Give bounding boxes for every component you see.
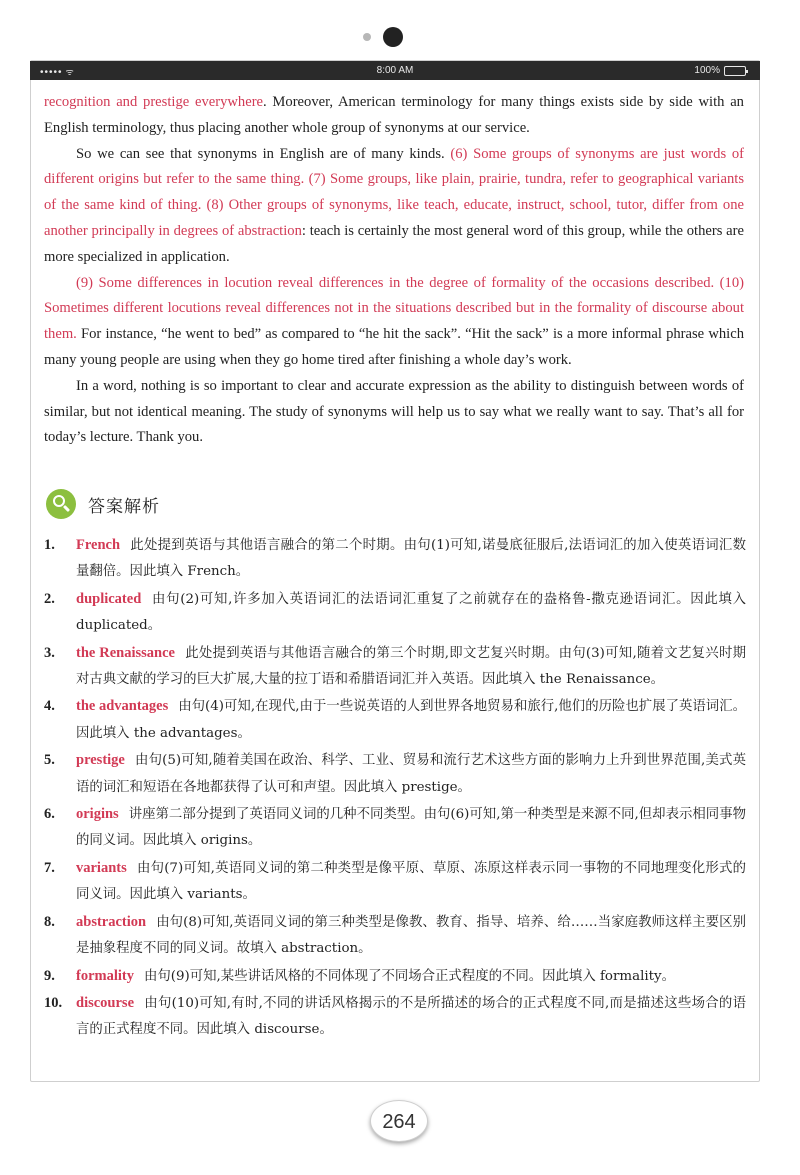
- answer-item: [44, 693, 746, 747]
- answer-section-header: [46, 489, 160, 519]
- answer-explanation: 讲座第二部分提到了英语同义词的几种不同类型。由句(6)可知,第一种类型是来源不同,但却表示相同事物的同义词。因此填入 origins。: [76, 807, 746, 849]
- paragraph-text: . Moreover, American terminology for many things exists side by side with an English terminology, thus placing another whole group of synonyms at our service.: [44, 94, 744, 136]
- answer-key: variants: [76, 859, 127, 876]
- answer-explanation: 由句(4)可知,在现代,由于一些说英语的人到世界各地贸易和旅行,他们的历险也扩展了英语词汇。因此填入 the advantages。: [76, 699, 746, 741]
- answer-number: 10.: [44, 994, 63, 1011]
- answer-key: formality: [76, 967, 134, 984]
- answer-item: [44, 909, 746, 963]
- battery-indicator: [694, 65, 746, 76]
- answer-key: French: [76, 537, 121, 553]
- answer-explanation: 此处提到英语与其他语言融合的第二个时期。由句(1)可知,诺曼底征服后,法语词汇的加入使英语词汇数量翻倍。因此填入 French。: [76, 538, 746, 580]
- answer-explanation: 此处提到英语与其他语言融合的第三个时期,即文艺复兴时期。由句(3)可知,随着文艺复兴时期对古典文献的学习的巨大扩展,大量的拉丁语和希腊语词汇并入英语。因此填入 the Renaissance。: [76, 645, 746, 688]
- signal-dots: •••••: [40, 67, 63, 78]
- answer-explanation: 由句(9)可知,某些讲话风格的不同体现了不同场合正式程度的不同。因此填入 formality。: [143, 968, 675, 984]
- magnifier-icon: [46, 489, 76, 519]
- wifi-icon: ᯤ: [65, 67, 75, 77]
- answer-item: [44, 855, 746, 909]
- answer-explanation: 由句(2)可知,许多加入英语词汇的法语词汇重复了之前就存在的盎格鲁-撒克逊语词汇。因此填入 duplicated。: [76, 591, 746, 634]
- highlighted-sentence: (9) Some differences in locution reveal differences in the degree of formality of the occasions described. (10) Sometimes different locutions reveal differences not in the situations described but in the formality of discourse about them.: [44, 274, 744, 343]
- lecture-paragraph-1: [44, 90, 744, 142]
- paragraph-text: So we can see that synonyms in English are of many kinds.: [76, 145, 451, 162]
- answer-explanation: 由句(7)可知,英语同义词的第二种类型是像平原、草原、冻原这样表示同一事物的不同地理变化形式的同义词。因此填入 variants。: [76, 860, 746, 903]
- answer-item: [44, 801, 746, 855]
- answer-item: [44, 990, 746, 1044]
- answer-number: 3.: [44, 644, 55, 661]
- answer-number: 6.: [44, 806, 55, 823]
- lecture-paragraph-3: [44, 271, 744, 374]
- section-title: 答案解析: [88, 496, 160, 517]
- answer-key: the Renaissance: [76, 644, 175, 661]
- battery-icon: [724, 66, 746, 76]
- page-number-badge: [370, 1100, 428, 1142]
- paragraph-text: : teach is certainly the most general word of this group, while the others are more specialized in application.: [44, 222, 744, 265]
- lecture-paragraph-4: [44, 374, 744, 451]
- paragraph-text: In a word, nothing is so important to clear and accurate expression as the ability to distinguish between words of similar, but not identical meaning. The study of synonyms will help us to say what we really want to say. That’s all for today’s lecture. Thank you.: [44, 377, 744, 446]
- lecture-text: [44, 90, 744, 451]
- answer-key: origins: [76, 806, 119, 823]
- answer-item: [44, 586, 746, 640]
- lecture-paragraph-2: [44, 142, 744, 271]
- answer-key: duplicated: [76, 590, 142, 607]
- answer-number: 5.: [44, 752, 55, 769]
- answer-key: abstraction: [76, 913, 147, 930]
- answer-item: [44, 747, 746, 801]
- answer-key: the advantages: [76, 698, 169, 715]
- answer-number: 9.: [44, 967, 55, 984]
- answer-explanation: 由句(5)可知,随着美国在政治、科学、工业、贸易和流行艺术这些方面的影响力上升到世界范围,美式英语的词汇和短语在各地都获得了认可和声望。因此填入 prestige。: [76, 753, 746, 795]
- status-bar: [30, 61, 760, 80]
- front-camera: [383, 27, 403, 47]
- answer-number: 1.: [44, 537, 55, 553]
- answer-item: [44, 963, 746, 990]
- answer-number: 4.: [44, 698, 55, 715]
- answer-item: [44, 640, 746, 694]
- answer-number: 2.: [44, 590, 55, 607]
- answer-explanation: 由句(10)可知,有时,不同的讲话风格揭示的不是所描述的场合的正式程度不同,而是描述这些场合的语言的正式程度不同。因此填入 discourse。: [76, 995, 746, 1038]
- answer-list: [44, 532, 746, 1044]
- answer-number: 7.: [44, 859, 55, 876]
- answer-key: discourse: [76, 994, 134, 1011]
- front-sensor-dot: [363, 33, 371, 41]
- answer-item: [44, 532, 746, 586]
- battery-percent: 100%: [694, 65, 720, 76]
- answer-number: 8.: [44, 913, 55, 930]
- paragraph-text: For instance, “he went to bed” as compared to “he hit the sack”. “Hit the sack” is a more informal phrase which many young people are using when they go home tired after finishing a whole day’s work.: [44, 326, 744, 368]
- highlighted-sentence: (6) Some groups of synonyms are just words of different origins but refer to the same thing. (7) Some groups, like plain, prairie, tundra, refer to geographical variants of the same kind of thing. (8) Other groups of synonyms, like teach, educate, instruct, school, tutor, differ from one another principally in degrees of abstraction: [44, 145, 744, 239]
- answer-key: prestige: [76, 752, 125, 769]
- status-time: 8:00 AM: [376, 65, 414, 76]
- page-number: 264: [382, 1111, 416, 1133]
- highlighted-sentence: recognition and prestige everywhere: [44, 94, 264, 110]
- answer-explanation: 由句(8)可知,英语同义词的第三种类型是像教、教育、指导、培养、给……当家庭教师这样主要区别是抽象程度不同的同义词。故填入 abstraction。: [76, 914, 746, 957]
